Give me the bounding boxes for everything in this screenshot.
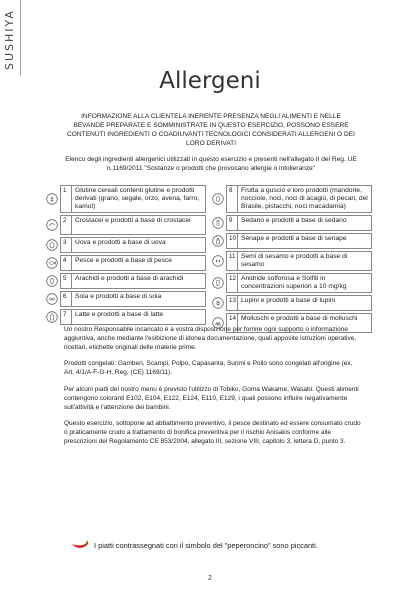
allergen-row: [46, 236, 206, 254]
allergen-column-left: [46, 184, 206, 326]
milk-icon: [46, 311, 58, 323]
allergen-row: [46, 308, 206, 326]
chili-pepper-icon: [70, 540, 90, 550]
allergen-number: 6: [61, 292, 72, 306]
allergen-number: 1: [61, 186, 72, 212]
allergen-row: [46, 290, 206, 308]
page-number: 2: [208, 575, 212, 582]
allergen-text: Arachidi e prodotti a base di arachidi: [75, 275, 184, 282]
allergen-number: 8: [227, 186, 238, 212]
allergen-text: Glutine cereali contenti glutine e prodotti derivati (grano, segale, orzo, avena, farro, kamut): [75, 187, 200, 210]
fish-icon: [46, 257, 58, 269]
intro-text: INFORMAZIONE ALLA CLIENTELA INERENTE PRESENZA NEGLI ALIMENTI E NELLE BEVANDE PREPARATE E SOMMINISTRATE IN QUESTO ESERCIZIO, POSSONO ESSERE CONTENUTI INGREDIENTI O COADIUVANTI TECNOLOGICI CONSIDERATI ALLERGENI O DEI LORO DERIVATI: [67, 113, 355, 147]
allergen-text: Lupini e prodotti a base di lupini: [241, 297, 336, 304]
allergen-row: [46, 272, 206, 290]
soy-icon: [46, 293, 58, 305]
allergen-text: Crostacei e prodotti a base di crostacei: [75, 217, 191, 224]
allergen-row: [46, 254, 206, 272]
info-paragraph: Un nostro Responsabile incaricato è a vostra disposizione per fornire ogni supporto o informazione aggiuntiva, anche mediante l'esibizione di idonea documentazione, quali apposite istruzioni operative, ricettari, etichette originali delle materie prime.: [64, 326, 357, 351]
sesame-icon: [212, 255, 224, 267]
allergen-text: Sedano e prodotti a base di sedano: [241, 217, 347, 224]
lupin-icon: [212, 297, 224, 309]
allergen-row: [212, 250, 372, 272]
allergen-number: 3: [61, 238, 72, 252]
info-paragraph: Per alcuni piatti del nostro menu è previsto l'utilizzo di Tobiko, Goma Wakame, Wasabi. Questi alimenti contengono coloranti E102, E104, E122, E124, E110, E129, i quali possono influire negativamente sull'attività e l'attenzione dei bambini.: [64, 385, 359, 411]
allergen-number: 9: [227, 216, 238, 230]
peanut-icon: [46, 275, 58, 287]
allergen-text: Soia e prodotti a base di soia: [75, 293, 162, 300]
allergen-text: Semi di sesamo e prodotti a base di sesamo: [241, 253, 348, 268]
info-paragraph: Prodotti congelati: Gamberi, Scampi, Polpo, Capasanta, Surimi e Pollo sono congelati all'origine (ex, Art, 4/1/A-F-G-H, Reg, (CE) 1169/11).: [64, 360, 353, 377]
allergen-list-description: Elenco degli ingredienti allergenici utilizzati in questo esercizio e presenti nell'allegato II del Reg. UE n.1169/2011 "Sostanze o prodotti che provocano allergie o intolleranze": [65, 156, 357, 172]
allergen-text: Senape e prodotti a base di senape: [241, 235, 347, 242]
brand-name: SUSHIYA: [3, 9, 16, 70]
allergen-text: Uova e prodotti a base di uova: [75, 239, 166, 246]
page-title: Allergeni: [159, 68, 261, 94]
spicy-note-text: I piatti contrassegnati con il simbolo del "peperoncino" sono piccanti.: [94, 540, 318, 550]
allergen-row: [212, 232, 372, 250]
sulphite-icon: [212, 277, 224, 289]
allergen-row: [212, 214, 372, 232]
allergen-number: 12: [227, 274, 238, 292]
allergen-text: Frutta a guscio e loro prodotti (mandorle, nocciole, noci, noci di acagiù, di pecan, del Brasile, pistacchi, noci macadamia): [241, 187, 368, 210]
shrimp-icon: [46, 219, 58, 231]
nut-icon: [212, 193, 224, 205]
allergen-number: 5: [61, 274, 72, 288]
info-paragraphs: [64, 326, 364, 455]
allergen-column-right: [212, 184, 372, 334]
allergen-row: [212, 294, 372, 312]
allergen-text: Anidride solforosa e Solfiti in concentrazioni superiori a 10 mg/kg: [241, 275, 347, 290]
spicy-note: [70, 540, 318, 550]
allergen-number: 2: [61, 216, 72, 234]
allergen-text: Latte e prodotti a base di latte: [75, 311, 164, 318]
info-paragraph: Questo esercizio, sottopone ad abbattimento preventivo, il pesce destinato ed essere consumato crudo o praticamente crudo a trattamento di bonifica preventiva per il rischio Anisakis conforme alle prescrizioni del Regolamento CE 853/2004, allegato III, sezione VIII, capitolo 3, lettera D, punto 3.: [64, 420, 361, 445]
allergen-row: [212, 184, 372, 214]
allergen-row: [212, 272, 372, 294]
allergen-number: 14: [227, 314, 238, 332]
allergen-text: Pesce e prodotti a base di pesce: [75, 257, 173, 264]
allergen-row: [46, 214, 206, 236]
allergen-number: 11: [227, 252, 238, 270]
allergen-text: Molluschi e prodotti a base di molluschi: [241, 315, 358, 322]
mustard-icon: [212, 235, 224, 247]
allergen-number: 10: [227, 234, 238, 248]
allergen-number: 7: [61, 310, 72, 324]
allergen-row: [46, 184, 206, 214]
wheat-icon: [46, 193, 58, 205]
allergen-number: 4: [61, 256, 72, 270]
allergen-number: 13: [227, 296, 238, 310]
egg-icon: [46, 239, 58, 251]
celery-icon: [212, 217, 224, 229]
